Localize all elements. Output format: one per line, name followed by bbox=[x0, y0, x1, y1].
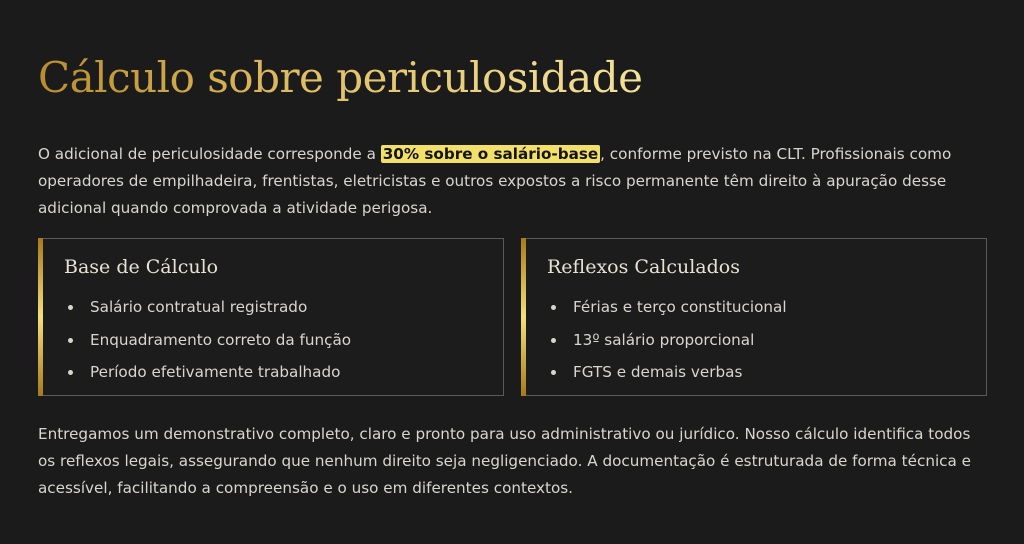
bullet-icon bbox=[68, 305, 73, 310]
intro-paragraph bbox=[38, 141, 990, 222]
intro-text-start: O adicional de periculosidade corresponde a bbox=[38, 145, 381, 163]
list-item-label: Período efetivamente trabalhado bbox=[90, 363, 341, 381]
page-title: Cálculo sobre periculosidade bbox=[38, 50, 642, 106]
list-item bbox=[64, 324, 351, 357]
bullet-icon bbox=[551, 305, 556, 310]
bullet-icon bbox=[68, 370, 73, 375]
card-title: Base de Cálculo bbox=[64, 256, 219, 278]
bullet-icon bbox=[68, 338, 73, 343]
outro-paragraph: Entregamos um demonstrativo completo, claro e pronto para uso administrativo ou jurídico. Nosso cálculo identifica todos os reflexos legais, assegurando que nenhum direito seja negligenciado. A documentação é estruturada de forma técnica e acessível, facilitando a compreensão e o uso em diferentes contextos. bbox=[38, 425, 972, 497]
list-item bbox=[547, 324, 787, 357]
list-item-label: Enquadramento correto da função bbox=[90, 330, 352, 349]
list-item-label: Salário contratual registrado bbox=[90, 298, 308, 316]
list-item-label: Férias e terço constitucional bbox=[573, 298, 787, 316]
intro-text-end: , conforme previsto na CLT. Profissionais como operadores de empilhadeira, frentistas, eletricistas e outros expostos a risco permanente têm direito à apuração desse adicional quando comprovada a atividade perigosa. bbox=[38, 145, 952, 217]
list-item bbox=[547, 356, 787, 389]
card-accent-bar bbox=[521, 238, 526, 396]
list-item-label: FGTS e demais verbas bbox=[573, 363, 743, 381]
list-item bbox=[64, 291, 351, 324]
bullet-icon bbox=[551, 370, 556, 375]
card-list bbox=[547, 291, 787, 389]
list-item-label: 13º salário proporcional bbox=[573, 330, 755, 349]
list-item bbox=[547, 291, 787, 324]
card-reflexos-calculados bbox=[521, 238, 987, 396]
bullet-icon bbox=[551, 338, 556, 343]
card-list bbox=[64, 291, 351, 389]
card-accent-bar bbox=[38, 238, 43, 396]
card-title: Reflexos Calculados bbox=[547, 256, 740, 278]
card-base-de-calculo bbox=[38, 238, 504, 396]
list-item bbox=[64, 356, 351, 389]
highlight-text: 30% sobre o salário-base bbox=[382, 145, 599, 163]
